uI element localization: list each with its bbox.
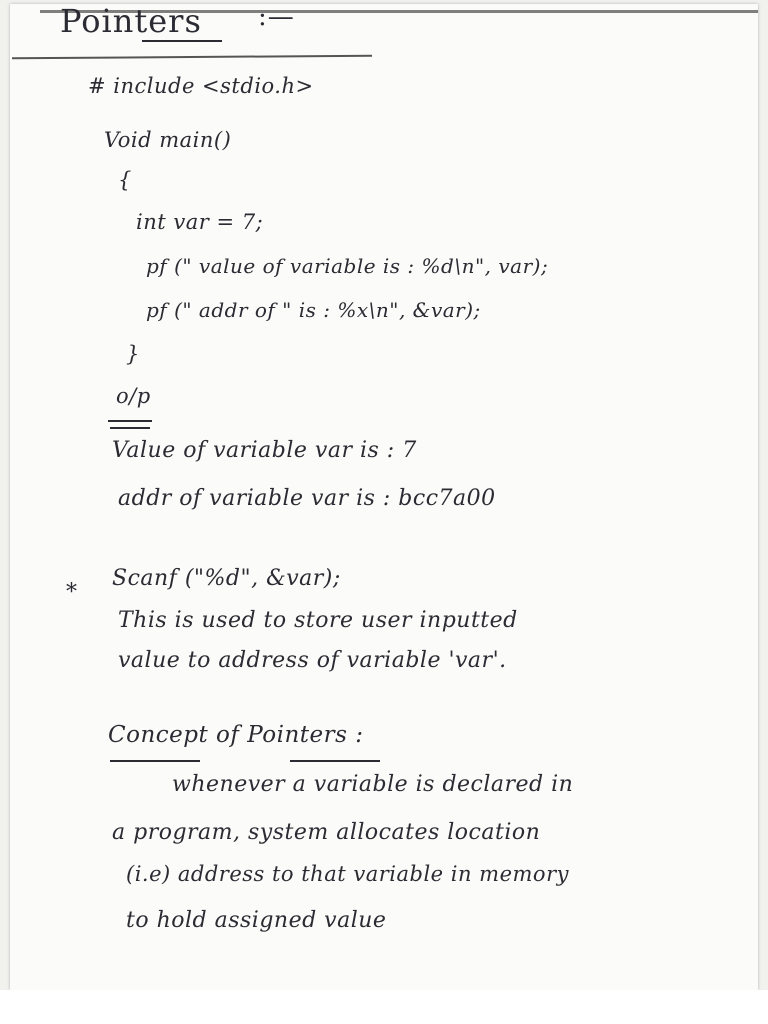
code-main: Void main() <box>104 128 232 152</box>
output-underline-1 <box>108 420 152 422</box>
code-pf-value: pf (" value of variable is : %d\n", var); <box>146 254 549 278</box>
title-underline <box>142 40 222 42</box>
code-decl: int var = 7; <box>136 210 264 234</box>
code-close-brace: } <box>126 342 140 366</box>
scanf-code: Scanf ("%d", &var); <box>112 566 341 591</box>
output-underline-2 <box>110 427 150 429</box>
page-margin-bottom <box>0 990 768 1024</box>
concept-line-1: whenever a variable is declared in <box>172 772 574 797</box>
concept-heading: Concept of Pointers : <box>108 722 364 748</box>
concept-underline-1 <box>110 760 200 762</box>
concept-line-3: (i.e) address to that variable in memory <box>126 862 569 886</box>
scanf-desc-line1: This is used to store user inputted <box>118 608 518 633</box>
concept-line-4: to hold assigned value <box>126 908 387 933</box>
output-line-addr: addr of variable var is : bcc7a00 <box>118 486 496 511</box>
concept-line-2: a program, system allocates location <box>112 820 541 845</box>
scanf-bullet: * <box>66 580 78 605</box>
code-pf-addr: pf (" addr of " is : %x\n", &var); <box>146 298 481 322</box>
scanf-desc-line2: value to address of variable 'var'. <box>118 648 507 673</box>
code-include: # include <stdio.h> <box>88 74 314 98</box>
output-line-value: Value of variable var is : 7 <box>112 438 417 463</box>
concept-underline-2 <box>290 760 380 762</box>
output-label: o/p <box>116 384 151 408</box>
code-open-brace: { <box>118 168 132 192</box>
page-title: Pointers <box>60 2 202 40</box>
title-colon: :— <box>258 2 295 32</box>
